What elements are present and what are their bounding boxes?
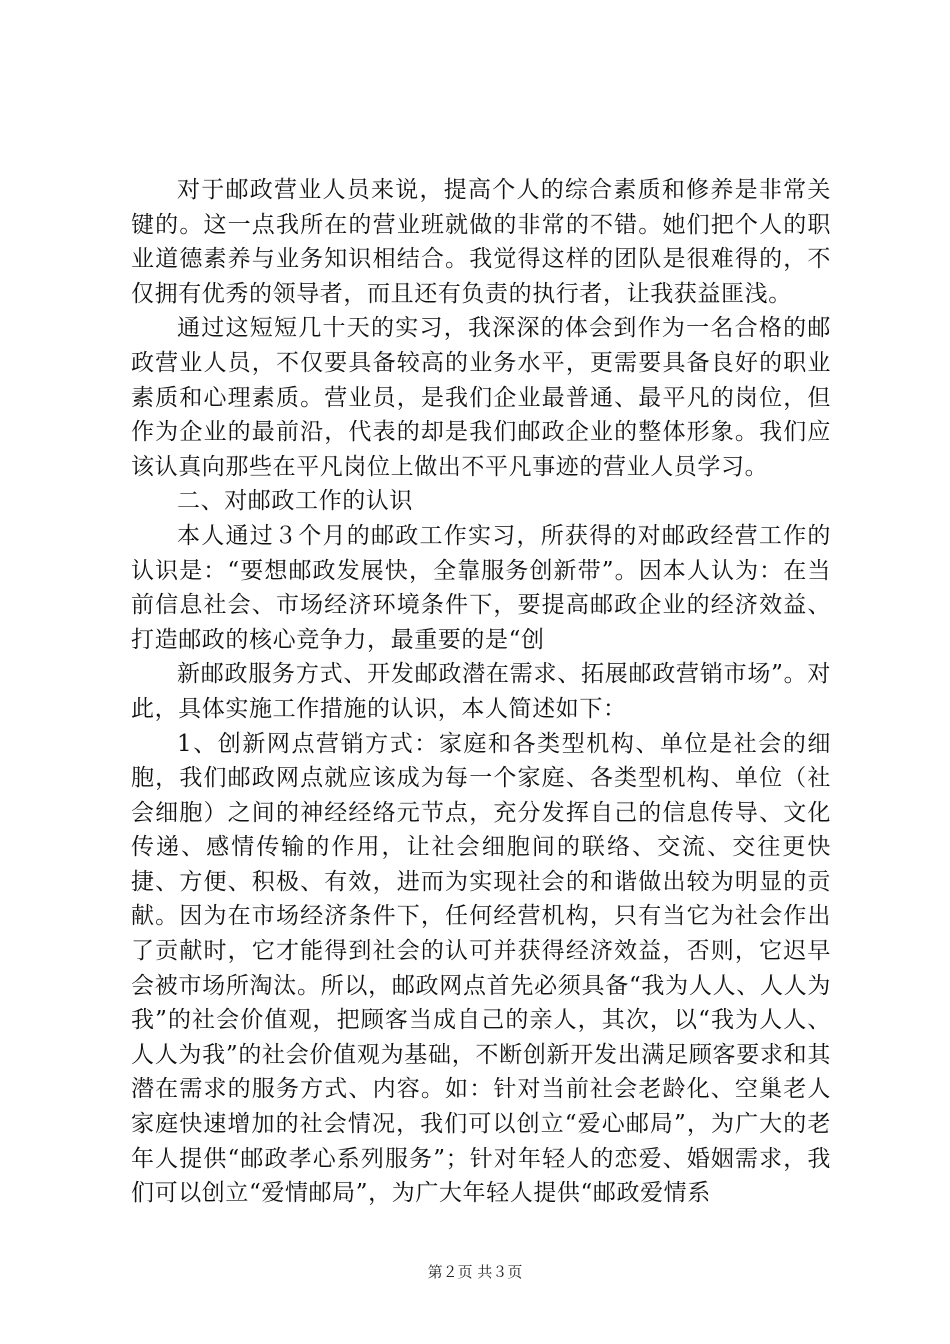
section-heading: 二、对邮政工作的认识 bbox=[177, 488, 413, 515]
page-number-footer: 第２页 共３页 bbox=[427, 1263, 523, 1281]
paragraph: 新邮政服务方式、开发邮政潜在需求、拓展邮政营销市场”。对此，具体实施工作措施的认识，本人简述如下： bbox=[131, 661, 831, 722]
paragraph: 本人通过３个月的邮政工作实习，所获得的对邮政经营工作的认识是：“要想邮政发展快，全靠服务创新带”。因本人认为：在当前信息社会、市场经济环境条件下，要提高邮政企业的经济效益、打造邮政的核心竞争力，最重要的是“创 bbox=[131, 522, 831, 653]
paragraph: 通过这短短几十天的实习，我深深的体会到作为一名合格的邮政营业人员，不仅要具备较高的业务水平，更需要具备良好的职业素质和心理素质。营业员，是我们企业最普通、最平凡的岗位，但作为企业的最前沿，代表的却是我们邮政企业的整体形象。我们应该认真向那些在平凡岗位上做出不平凡事迹的营业人员学习。 bbox=[131, 315, 831, 480]
paragraph: 1、创新网点营销方式：家庭和各类型机构、单位是社会的细胞，我们邮政网点就应该成为每一个家庭、各类型机构、单位（社会细胞）之间的神经经络元节点，充分发挥自己的信息传导、文化传递、感情传输的作用，让社会细胞间的联络、交流、交往更快捷、方便、积极、有效，进而为实现社会的和谐做出较为明显的贡献。因为在市场经济条件下，任何经营机构，只有当它为社会作出了贡献时，它才能得到社会的认可并获得经济效益，否则，它迟早会被市场所淘汰。所以，邮政网点首先必须具备“我为人人、人人为我”的社会价值观，把顾客当成自己的亲人，其次，以“我为人人、人人为我”的社会价值观为基础，不断创新开发出满足顾客要求和其潜在需求的服务方式、内容。如：针对当前社会老龄化、空巢老人家庭快速增加的社会情况，我们可以创立“爱心邮局”，为广大的老年人提供“邮政孝心系列服务”；针对年轻人的恋爱、婚姻需求，我们可以创立“爱情邮局”，为广大年轻人提供“邮政爱情系 bbox=[131, 730, 831, 1207]
document-body bbox=[131, 173, 831, 1211]
paragraph: 对于邮政营业人员来说，提高个人的综合素质和修养是非常关键的。这一点我所在的营业班就做的非常的不错。她们把个人的职业道德素养与业务知识相结合。我觉得这样的团队是很难得的，不仅拥有优秀的领导者，而且还有负责的执行者，让我获益匪浅。 bbox=[131, 177, 831, 307]
